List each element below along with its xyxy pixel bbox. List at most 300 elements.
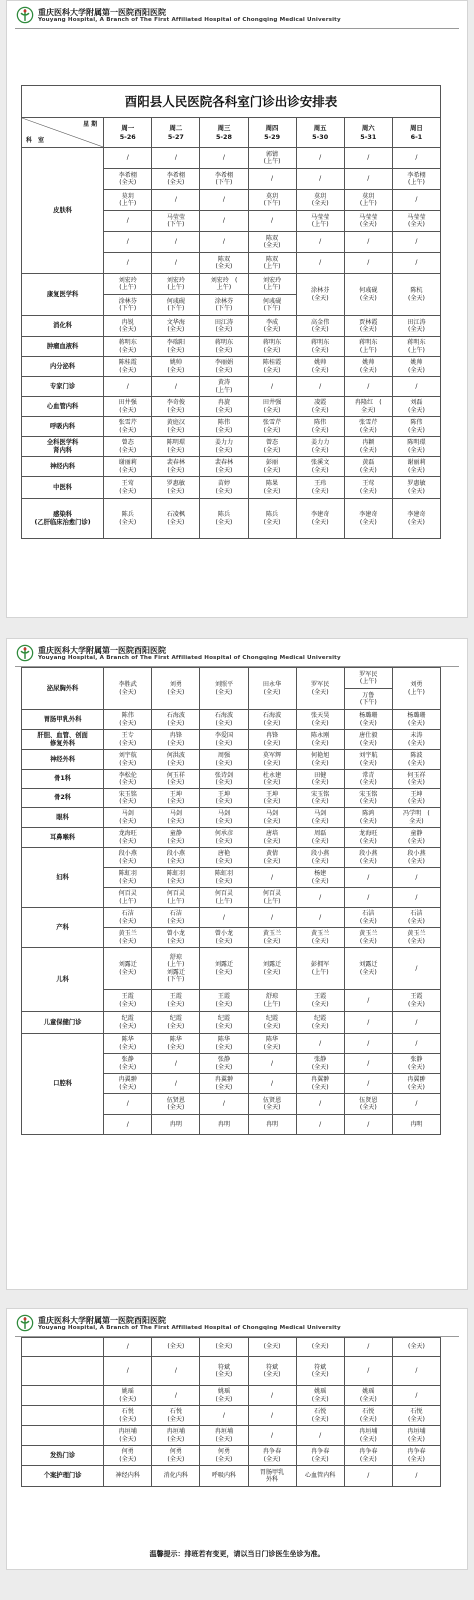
schedule-cell: 蒋明东 (上午) [344,337,392,357]
schedule-cell: 马剑 (全天) [152,808,200,828]
schedule-row [22,274,441,295]
schedule-cell: 涂林芬 (下午) [200,295,248,316]
schedule-cell: 陈明璟 (全天) [152,437,200,457]
schedule-cell: 冉争春 (全天) [392,1446,440,1466]
schedule-cell: / [392,1466,440,1487]
schedule-cell: 田永华 (全天) [248,668,296,710]
schedule-cell: 李胜武 (全天) [104,668,152,710]
dept-cell: 骨1科 [22,770,104,789]
schedule-cell: / [104,232,152,253]
dept-cell: 耳鼻喉科 [22,828,104,848]
schedule-cell: 石悦 (全天) [296,1406,344,1426]
schedule-cell: 田江涛 (全天) [392,316,440,337]
schedule-cell: 王霞 (全天) [152,990,200,1012]
schedule-cell: 李希栩 (上午) [392,169,440,190]
schedule-cell: 冉垣埔 (全天) [152,1426,200,1446]
schedule-cell: / [248,211,296,232]
schedule-cell: / [200,1094,248,1115]
schedule-cell: / [200,232,248,253]
schedule-cell: 陈伟 (全天) [296,417,344,437]
schedule-cell: 石海波 (全天) [248,710,296,730]
schedule-cell: / [152,232,200,253]
schedule-row [22,477,441,499]
schedule-cell: 姚帅 (全天) [296,357,344,377]
schedule-cell: / [200,1406,248,1426]
schedule-cell: / [248,1426,296,1446]
schedule-cell: 何彧砚 (下午) [152,295,200,316]
schedule-cell: 姜力力 (全天) [200,437,248,457]
schedule-cell: 张静 (全天) [200,1054,248,1074]
day-name: 周一 [121,123,135,132]
schedule-cell: 周磊 (全天) [296,828,344,848]
schedule-cell: 姚瑶 (全天) [344,1386,392,1406]
schedule-cell: / [152,253,200,274]
schedule-row [22,1012,441,1034]
schedule-cell: 苗婷 (全天) [200,477,248,499]
schedule-cell: / [392,1012,440,1034]
schedule-cell: / [248,908,296,928]
schedule-cell: 马莹莹 (全天) [344,211,392,232]
schedule-cell: 张雪芹 (全天) [104,417,152,437]
schedule-cell: 冉颖 (全天) [344,437,392,457]
schedule-cell: / [152,1074,200,1094]
schedule-cell: / [296,1034,344,1054]
schedule-cell: 马剑 (全天) [104,808,152,828]
schedule-cell: 石洁 (全天) [104,908,152,928]
schedule-cell: 杨璐珊 (全天) [344,710,392,730]
schedule-cell: / [248,377,296,397]
schedule-cell: (全天) [248,1338,296,1357]
schedule-cell: / [152,1386,200,1406]
schedule-cell: 杨建 (全天) [296,868,344,888]
schedule-cell: 田健 (全天) [296,770,344,789]
schedule-cell: / [392,377,440,397]
schedule-cell: 龙海旺 (全天) [104,828,152,848]
schedule-cell: 李希栩 (下午) [200,169,248,190]
day-header [344,118,392,148]
schedule-cell: 黄玉兰 (全天) [344,928,392,948]
day-date: 5-26 [119,132,136,141]
schedule-cell: 陈永刚 (全天) [296,730,344,750]
schedule-cell: 冉明 [200,1115,248,1135]
schedule-cell: 刘勇 (上午) [392,668,440,710]
schedule-cell: 冉明 [392,1115,440,1135]
day-header [296,118,344,148]
schedule-cell: (全天) [200,1338,248,1357]
schedule-cell: 罗军民 (上午) [344,668,392,689]
schedule-cell: 冉争春 (全天) [344,1446,392,1466]
schedule-cell: 王莺 (全天) [344,477,392,499]
dept-cell: 感染科 (乙肝临床治愈门诊) [22,499,104,539]
schedule-cell: 黄玉兰 (全天) [248,928,296,948]
schedule-cell: 莫玥 (上午) [104,190,152,211]
schedule-cell: 刘露迁 (全天) [248,948,296,990]
schedule-cell: 纪霞 (全天) [296,1012,344,1034]
schedule-cell: / [392,888,440,908]
schedule-cell: 王霞 (全天) [392,990,440,1012]
header-dept-label: 科 室 [26,136,45,144]
schedule-cell: 王坤 (全天) [152,789,200,808]
schedule-cell: 冉隆红 ( 全天) [344,397,392,417]
schedule-cell: 陈双 (全天) [200,253,248,274]
reminder-note: 温馨提示：排班若有变更，请以当日门诊医生坐诊为准。 [149,1550,325,1558]
schedule-cell: 石洁 (全天) [152,908,200,928]
schedule-cell: 蒋明东 (全天) [104,337,152,357]
schedule-cell: / [200,148,248,169]
schedule-cell: 段小燕 (全天) [392,848,440,868]
schedule-cell: 段小燕 (全天) [152,848,200,868]
schedule-cell: 伍贤恩 (全天) [344,1094,392,1115]
schedule-cell: 何百灵 (上午) [200,888,248,908]
header-corner [22,118,104,148]
schedule-cell: / [200,908,248,928]
schedule-cell: 符斌 (全天) [200,1357,248,1386]
schedule-cell: 冉明 [248,1115,296,1135]
schedule-cell: 冉争春 (全天) [296,1446,344,1466]
schedule-row [22,377,441,397]
schedule-cell: 何百灵 (上午) [152,888,200,908]
hospital-logo-icon [16,644,34,662]
schedule-cell: 陈虹羽 (全天) [200,868,248,888]
schedule-cell: / [296,1426,344,1446]
dept-cell: 儿科 [22,948,104,1012]
schedule-cell: 李爱国 (全天) [200,730,248,750]
schedule-cell: 何艳旭 (全天) [296,750,344,770]
schedule-cell: 莫玥 (下午) [248,190,296,211]
day-name: 周二 [169,123,183,132]
schedule-cell: / [104,253,152,274]
dept-cell: 呼吸内科 [22,417,104,437]
dept-cell [22,1426,104,1446]
schedule-cell: 黄玉兰 (全天) [392,928,440,948]
schedule-cell: 陈杭 (全天) [392,274,440,316]
schedule-cell: 涂林芬 (下午) [104,295,152,316]
schedule-cell: 黄庭汉 (全天) [152,417,200,437]
schedule-cell: 王霞 (全天) [296,990,344,1012]
schedule-cell: 李丽娟 (全天) [200,357,248,377]
schedule-cell: / [200,211,248,232]
schedule-cell: / [344,253,392,274]
schedule-cell: 石悦 (全天) [104,1406,152,1426]
schedule-cell: / [248,1386,296,1406]
day-name: 周四 [265,123,279,132]
schedule-cell: 杨璐珊 (全天) [392,710,440,730]
schedule-cell: 宋玉铭 (全天) [296,789,344,808]
dept-cell: 康复医学科 [22,274,104,316]
dept-cell: 专家门诊 [22,377,104,397]
schedule-cell: 段小燕 (全天) [296,848,344,868]
schedule-cell: 陈果 (全天) [248,477,296,499]
schedule-cell: 刘宏玲 (上午) [248,274,296,295]
schedule-cell: 黄倩 (全天) [248,848,296,868]
schedule-cell: 童静 (全天) [152,828,200,848]
schedule-page-2 [6,638,468,1290]
hospital-name-en: Youyang Hospital, A Branch of The First Affiliated Hospital of Chongqing Medical University [38,1325,341,1331]
day-name: 周三 [217,123,231,132]
schedule-cell: 童静 (全天) [392,828,440,848]
schedule-cell: / [296,1115,344,1135]
schedule-cell: / [248,1054,296,1074]
schedule-cell: 张雪芹 (全天) [344,417,392,437]
schedule-cell: / [152,377,200,397]
schedule-page-1 [6,0,468,618]
schedule-cell: 莫军辉 (全天) [248,750,296,770]
hospital-name-cn: 重庆医科大学附属第一医院酉阳医院 [38,8,166,17]
schedule-cell: 马剑 (全天) [248,808,296,828]
schedule-cell: 姚瑶 (全天) [104,1386,152,1406]
schedule-cell: / [248,1074,296,1094]
dept-cell [22,1386,104,1406]
schedule-cell: 消化内科 [152,1466,200,1487]
schedule-row [22,710,441,730]
schedule-cell: 张天昊 (全天) [296,710,344,730]
schedule-cell: / [392,253,440,274]
schedule-cell: 蒋明东 (全天) [296,337,344,357]
schedule-row [22,437,441,457]
schedule-cell: 莫玥 (全天) [296,190,344,211]
schedule-cell: 刘露迁 (全天) [344,948,392,990]
schedule-cell: 李成 (全天) [248,316,296,337]
schedule-cell: 宋玉铭 (全天) [104,789,152,808]
schedule-cell: / [296,1094,344,1115]
schedule-row [22,668,441,689]
schedule-cell: 唐艳 (全天) [200,848,248,868]
schedule-row [22,1338,441,1357]
schedule-cell: 陈兵 (全天) [248,499,296,539]
day-date: 5-30 [312,132,329,141]
schedule-cell: 纪霞 (全天) [104,1012,152,1034]
schedule-page-3 [6,1308,468,1570]
schedule-cell: 刘宏玲 (上午) [104,274,152,295]
schedule-cell: 冉翼翀 (全天) [392,1074,440,1094]
schedule-cell: 刘露迁 (全天) [104,948,152,990]
schedule-cell: 纪霞 (全天) [248,1012,296,1034]
schedule-cell: / [392,190,440,211]
schedule-cell: 陈桂霞 (全天) [104,357,152,377]
schedule-cell: 呼吸内科 [200,1466,248,1487]
schedule-cell: / [104,211,152,232]
schedule-cell: 周强 (全天) [200,750,248,770]
schedule-cell: 陈伟 (全天) [392,417,440,437]
day-name: 周六 [361,123,375,132]
hospital-name-cn: 重庆医科大学附属第一医院酉阳医院 [38,646,166,655]
schedule-cell: / [344,1466,392,1487]
schedule-cell: 冉垣埔 (全天) [104,1426,152,1446]
schedule-cell: 冉翼翀 (全天) [104,1074,152,1094]
dept-cell: 发热门诊 [22,1446,104,1466]
schedule-cell: / [344,990,392,1012]
schedule-row [22,316,441,337]
schedule-cell: 石海波 (全天) [152,710,200,730]
schedule-cell: / [392,148,440,169]
day-header [200,118,248,148]
day-header [152,118,200,148]
schedule-cell: 李希栩 (全天) [104,169,152,190]
schedule-cell: / [392,1094,440,1115]
schedule-cell: 蒋明东 (上午) [392,337,440,357]
schedule-cell: 蒋明东 (全天) [200,337,248,357]
schedule-cell: 陈桂霞 (全天) [248,357,296,377]
schedule-cell: / [152,1357,200,1386]
schedule-cell: 王专 (全天) [104,730,152,750]
schedule-cell: 陈伟 (全天) [104,710,152,730]
schedule-cell: 李瑞阳 (全天) [152,337,200,357]
schedule-row [22,1406,441,1426]
schedule-cell: 田井强 (全天) [248,397,296,417]
schedule-cell: 马莹莹 (下午) [152,211,200,232]
schedule-cell: 贾林霞 (全天) [344,316,392,337]
schedule-cell: 姚瑶 (全天) [200,1386,248,1406]
schedule-cell: 何勇 (全天) [152,1446,200,1466]
schedule-cell: / [104,1357,152,1386]
schedule-cell: 冉翼翀 (全天) [200,1074,248,1094]
schedule-row [22,828,441,848]
schedule-cell: / [296,232,344,253]
schedule-cell: 陈华 (全天) [152,1034,200,1054]
schedule-cell: 石海波 (全天) [200,710,248,730]
schedule-cell: / [296,377,344,397]
dept-cell: 儿童保健门诊 [22,1012,104,1034]
schedule-cell: 黄磊 (全天) [344,457,392,477]
dept-cell: 肿瘤血液科 [22,337,104,357]
schedule-row [22,1466,441,1487]
schedule-cell: 刘宇航 (全天) [104,750,152,770]
schedule-cell: 刘宇航 (全天) [344,750,392,770]
dept-cell: 骨2科 [22,789,104,808]
schedule-cell: / [392,1386,440,1406]
schedule-cell: 陈波 (全天) [392,750,440,770]
dept-cell: 神经外科 [22,750,104,770]
schedule-cell: / [200,190,248,211]
schedule-cell: / [344,1115,392,1135]
schedule-cell: (全天) [296,1338,344,1357]
schedule-cell: 罗军民 (全天) [296,668,344,710]
schedule-cell: 裴春林 (全天) [200,457,248,477]
schedule-cell: / [296,148,344,169]
schedule-cell: 马莹莹 (上午) [296,211,344,232]
schedule-cell: 黄玉兰 (全天) [104,928,152,948]
schedule-cell: 冉锋 (全天) [152,730,200,750]
hospital-header [7,1,467,29]
schedule-cell: 石悦 (全天) [392,1406,440,1426]
schedule-cell: 龙海旺 (全天) [344,828,392,848]
schedule-cell: 刘照平 (全天) [200,668,248,710]
dept-cell: 全科医学科 肾内科 [22,437,104,457]
schedule-row [22,808,441,828]
schedule-cell: (全天) [392,1338,440,1357]
schedule-cell: 曾小龙 (全天) [152,928,200,948]
dept-cell [22,1357,104,1386]
schedule-cell: 段小燕 (全天) [104,848,152,868]
dept-cell: 消化科 [22,316,104,337]
schedule-cell: / [392,1357,440,1386]
schedule-cell: / [104,1338,152,1357]
day-name: 周日 [410,123,423,132]
hospital-logo-icon [16,1314,34,1332]
schedule-cell: / [344,1357,392,1386]
schedule-cell: 王坤 (全天) [248,789,296,808]
schedule-row [22,1386,441,1406]
dept-cell: 眼科 [22,808,104,828]
schedule-cell: 李建奇 (全天) [392,499,440,539]
schedule-cell: 陈华 (全天) [104,1034,152,1054]
schedule-cell: 何玉祥 (全天) [152,770,200,789]
schedule-cell: 马剑 (全天) [296,808,344,828]
schedule-cell: 姚帅 (全天) [152,357,200,377]
schedule-cell: 凌霞 (全天) [296,397,344,417]
header-week-label: 星 期 [83,121,98,128]
schedule-cell: 宋玉铭 (全天) [344,789,392,808]
schedule-cell: 张溪文 (全天) [296,457,344,477]
schedule-cell: 何玉祥 (全天) [392,770,440,789]
schedule-cell: 符斌 (全天) [296,1357,344,1386]
schedule-cell: 王霞 (全天) [104,990,152,1012]
dept-cell: 肝胆、血管、创面 修复外科 [22,730,104,750]
schedule-cell: 陈华 (全天) [200,1034,248,1054]
schedule-cell: 姚瑶 (全天) [296,1386,344,1406]
schedule-cell: (全天) [152,1338,200,1357]
schedule-cell: 何勇 (全天) [104,1446,152,1466]
schedule-cell: 纪霞 (全天) [152,1012,200,1034]
schedule-cell: 曾态 (全天) [248,437,296,457]
schedule-cell: 冉垣埔 (全天) [200,1426,248,1446]
schedule-cell: / [392,948,440,990]
schedule-cell: 刘露迁 (全天) [200,948,248,990]
day-date: 5-28 [215,132,232,141]
schedule-cell: 段小燕 (全天) [344,848,392,868]
schedule-cell: 蒋明东 (全天) [248,337,296,357]
schedule-row [22,397,441,417]
schedule-cell: / [344,1338,392,1357]
schedule-cell: 唐仕毅 (全天) [344,730,392,750]
schedule-cell: 石悦 (全天) [152,1406,200,1426]
schedule-cell: / [104,148,152,169]
schedule-cell: 冉垣埔 (全天) [392,1426,440,1446]
schedule-cell: 王坤 (全天) [200,789,248,808]
schedule-cell: 黄涛 (上午) [200,377,248,397]
schedule-cell: 马剑 (全天) [200,808,248,828]
schedule-cell: 石洁 (全天) [344,908,392,928]
schedule-cell: 陈兵 (全天) [104,499,152,539]
dept-cell: 妇科 [22,848,104,908]
hospital-name-en: Youyang Hospital, A Branch of The First Affiliated Hospital of Chongqing Medical University [38,655,341,661]
schedule-row [22,457,441,477]
schedule-cell: / [296,888,344,908]
hospital-name-en: Youyang Hospital, A Branch of The First Affiliated Hospital of Chongqing Medical University [38,17,341,23]
schedule-cell: 陈明璟 (全天) [392,437,440,457]
schedule-cell: 心血管内科 [296,1466,344,1487]
schedule-row [22,908,441,928]
schedule-cell: 田江涛 (全天) [200,316,248,337]
dept-cell: 心血管内科 [22,397,104,417]
schedule-cell: 姚帅 (全天) [392,357,440,377]
schedule-cell: 何彧砚 (全天) [344,274,392,316]
schedule-cell: / [104,1115,152,1135]
schedule-cell: / [344,148,392,169]
schedule-cell: / [296,253,344,274]
schedule-cell: 陈鸿 (全天) [344,808,392,828]
day-date: 5-27 [167,132,184,141]
schedule-row [22,417,441,437]
schedule-cell: 何百灵 (上午) [248,888,296,908]
schedule-cell: / [152,148,200,169]
schedule-cell: 陈虹羽 (全天) [152,868,200,888]
schedule-cell: 刘勇 (全天) [152,668,200,710]
dept-cell: 神经内科 [22,457,104,477]
schedule-cell: 冉翼翀 (全天) [296,1074,344,1094]
schedule-cell: 王莺 (全天) [104,477,152,499]
day-header [104,118,152,148]
